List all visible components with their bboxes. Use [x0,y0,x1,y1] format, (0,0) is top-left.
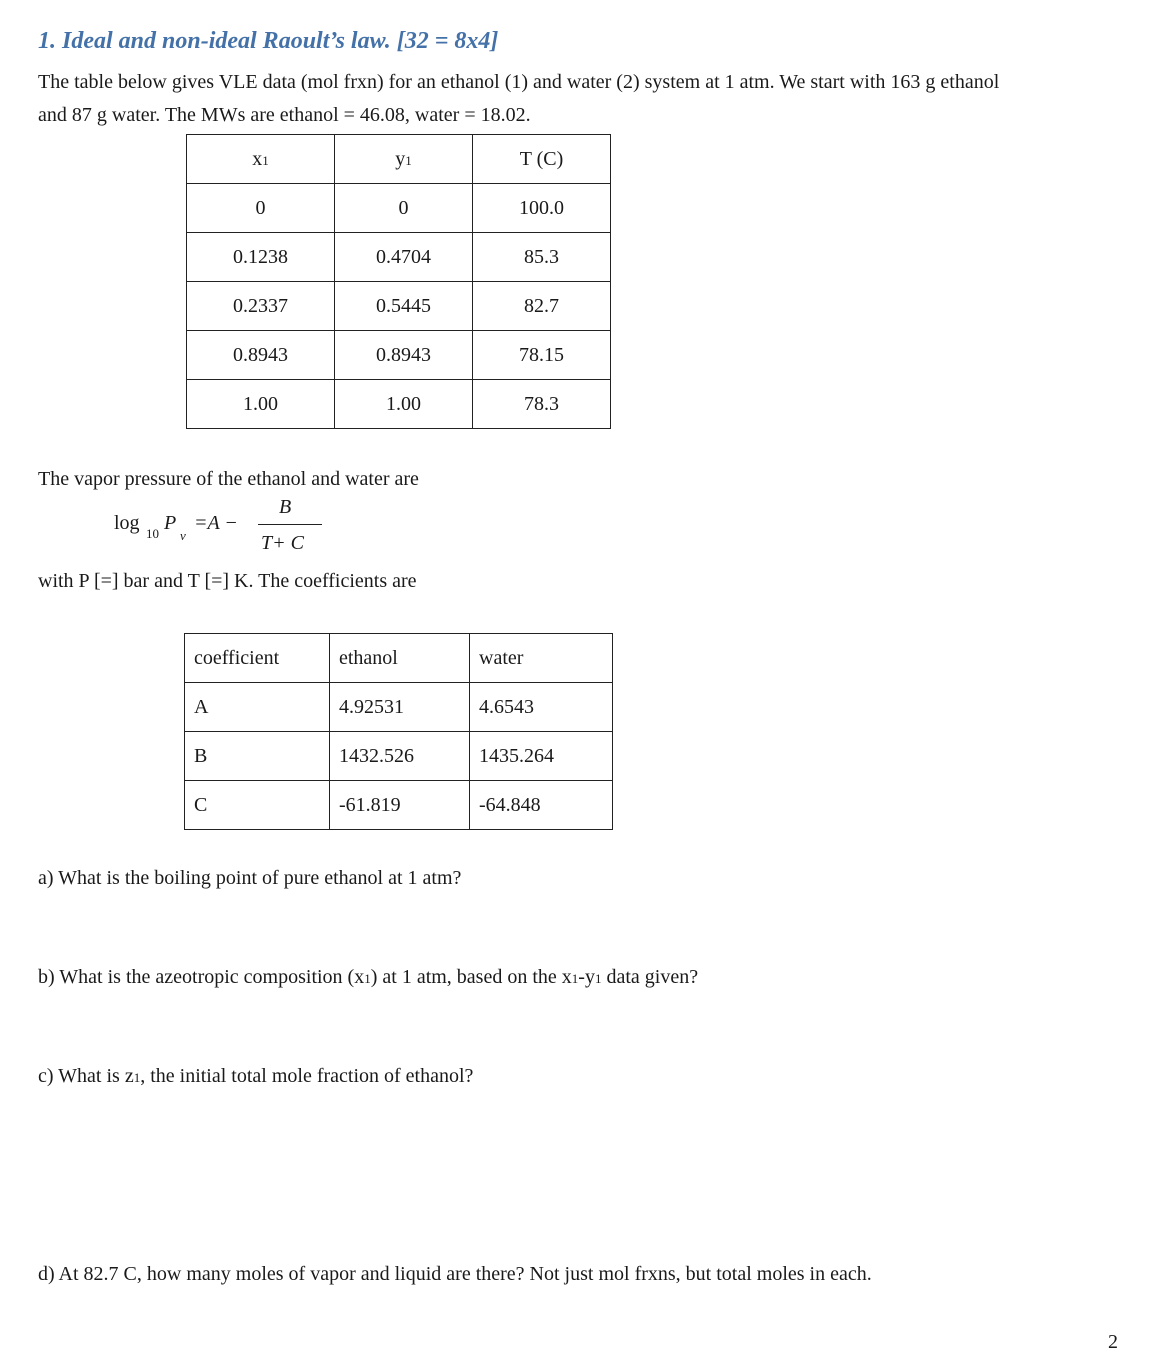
intro-line-1: The table below gives VLE data (mol frxn) for an ethanol (1) and water (2) system at 1 atm. We start with 163 g ethanol [38,71,1000,93]
eq-lhs: =A − [194,512,238,534]
vle-table [186,134,611,429]
vle-cell: 0.5445 [335,282,473,331]
units-text: with P [=] bar and T [=] K. The coefficients are [38,570,417,592]
eq-p: P [164,512,177,534]
question-c [38,1065,473,1088]
question-b [38,966,698,989]
coef-cell: C [185,781,330,830]
question-c-part: , the initial total mole fraction of ethanol? [140,1065,474,1087]
vle-cell: 0.8943 [187,331,335,380]
fraction-bar [258,524,322,525]
coef-cell: 1432.526 [330,732,470,781]
vle-cell: 0.4704 [335,233,473,282]
question-b-part: data given? [601,966,699,988]
table-row [187,282,611,331]
vle-cell: 0 [187,184,335,233]
vle-cell: 78.15 [473,331,611,380]
table-row [187,331,611,380]
vle-cell: 0.1238 [187,233,335,282]
coef-header: ethanol [330,634,470,683]
coef-cell: -61.819 [330,781,470,830]
vle-header-row [187,135,611,184]
subscript: 1 [571,971,579,986]
table-row [187,184,611,233]
question-c-part: c) What is z [38,1065,134,1087]
question-a: a) What is the boiling point of pure ethanol at 1 atm? [38,867,462,889]
vle-cell: 0.2337 [187,282,335,331]
subscript: 1 [364,971,371,986]
vle-cell: 0.8943 [335,331,473,380]
coef-header: coefficient [185,634,330,683]
coefficient-table [184,633,613,830]
vle-cell: 82.7 [473,282,611,331]
table-row [187,380,611,429]
subscript: 1 [594,971,602,986]
vle-header-x1: x1 [187,135,335,184]
coef-cell: 4.92531 [330,683,470,732]
vapor-pressure-text: The vapor pressure of the ethanol and water are [38,468,419,490]
question-b-part: b) What is the azeotropic composition (x [38,966,365,988]
vle-header-t: T (C) [473,135,611,184]
vle-cell: 0 [335,184,473,233]
coef-header: water [470,634,613,683]
table-row [185,781,613,830]
antoine-equation [114,496,334,562]
eq-denominator: T+ C [261,532,304,554]
coef-cell: A [185,683,330,732]
vle-cell: 1.00 [335,380,473,429]
question-d: d) At 82.7 C, how many moles of vapor and liquid are there? Not just mol frxns, but total moles in each. [38,1263,872,1285]
table-row [185,732,613,781]
question-b-part: -y [578,966,595,988]
vle-cell: 1.00 [187,380,335,429]
eq-base: 10 [146,526,159,541]
vle-cell: 78.3 [473,380,611,429]
eq-log: log [114,512,140,534]
coef-cell: B [185,732,330,781]
eq-numerator: B [279,496,292,518]
problem-title: 1. Ideal and non-ideal Raoult’s law. [32 = 8x4] [38,28,499,54]
coef-cell: 4.6543 [470,683,613,732]
eq-v: v [180,528,186,543]
coef-header-row [185,634,613,683]
page-number: 2 [1108,1331,1118,1353]
subscript: 1 [133,1070,141,1085]
vle-cell: 100.0 [473,184,611,233]
coef-cell: -64.848 [470,781,613,830]
vle-header-y1: y1 [335,135,473,184]
question-b-part: ) at 1 atm, based on the x [370,966,572,988]
coef-cell: 1435.264 [470,732,613,781]
intro-line-2: and 87 g water. The MWs are ethanol = 46.08, water = 18.02. [38,104,531,126]
vle-cell: 85.3 [473,233,611,282]
table-row [187,233,611,282]
table-row [185,683,613,732]
